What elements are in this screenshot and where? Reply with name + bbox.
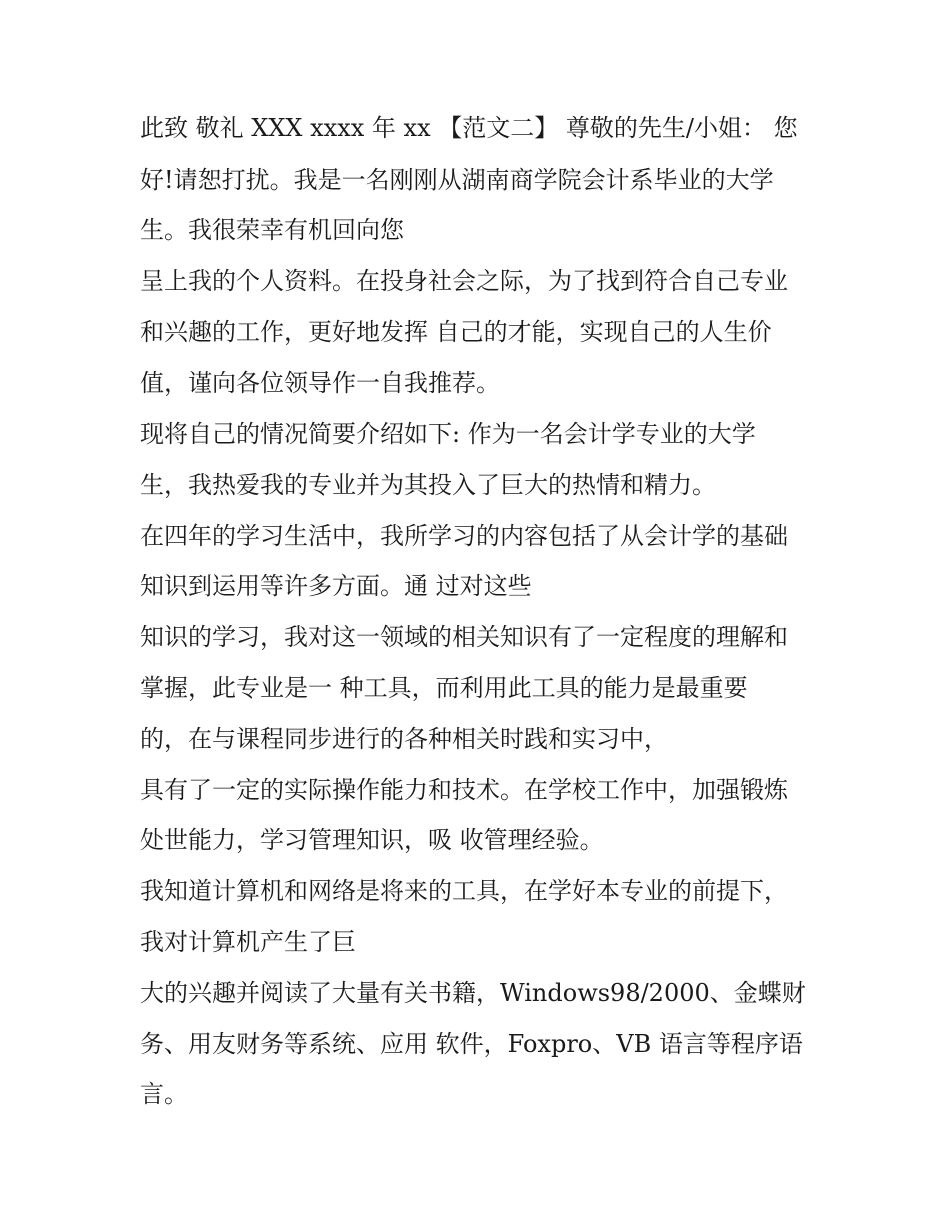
text-line: 我对计算机产生了巨 (140, 928, 356, 956)
text-line: 知识的学习，我对这一领域的相关知识有了一定程度的理解和 (140, 623, 788, 651)
text-line: 知识到运用等许多方面。通 过对这些 (140, 572, 532, 600)
text-line: 生，我热爱我的专业并为其投入了巨大的热情和精力。 (140, 471, 716, 499)
text-line: 我知道计算机和网络是将来的工具，在学好本专业的前提下， (140, 877, 788, 905)
text-line: 好!请恕打扰。我是一名刚刚从湖南商学院会计系毕业的大学 (140, 166, 774, 194)
text-line: 现将自己的情况简要介绍如下: 作为一名会计学专业的大学 (140, 420, 756, 448)
text-line: 生。我很荣幸有机回向您 (140, 216, 404, 244)
text-line: 呈上我的个人资料。在投身社会之际，为了找到符合自己专业 (140, 267, 788, 295)
text-line: 言。 (140, 1080, 188, 1108)
text-line: 在四年的学习生活中，我所学习的内容包括了从会计学的基础 (140, 522, 788, 550)
text-line: 大的兴趣并阅读了大量有关书籍，Windows98/2000、金蝶财 (140, 979, 806, 1007)
text-line: 此致 敬礼 XXX xxxx 年 xx 【范文二】 尊敬的先生/小姐： 您 (140, 114, 798, 142)
text-line: 务、用友财务等系统、应用 软件，Foxpro、VB 语言等程序语 (140, 1030, 803, 1058)
text-line: 具有了一定的实际操作能力和技术。在学校工作中，加强锻炼 (140, 776, 788, 804)
text-line: 和兴趣的工作，更好地发挥 自己的才能，实现自己的人生价 (140, 318, 772, 346)
text-line: 的，在与课程同步进行的各种相关时践和实习中， (140, 725, 668, 753)
text-line: 掌握，此专业是一 种工具，而利用此工具的能力是最重要 (140, 674, 748, 702)
text-line: 值，谨向各位领导作一自我推荐。 (140, 369, 500, 397)
text-line: 处世能力，学习管理知识，吸 收管理经验。 (140, 826, 604, 854)
